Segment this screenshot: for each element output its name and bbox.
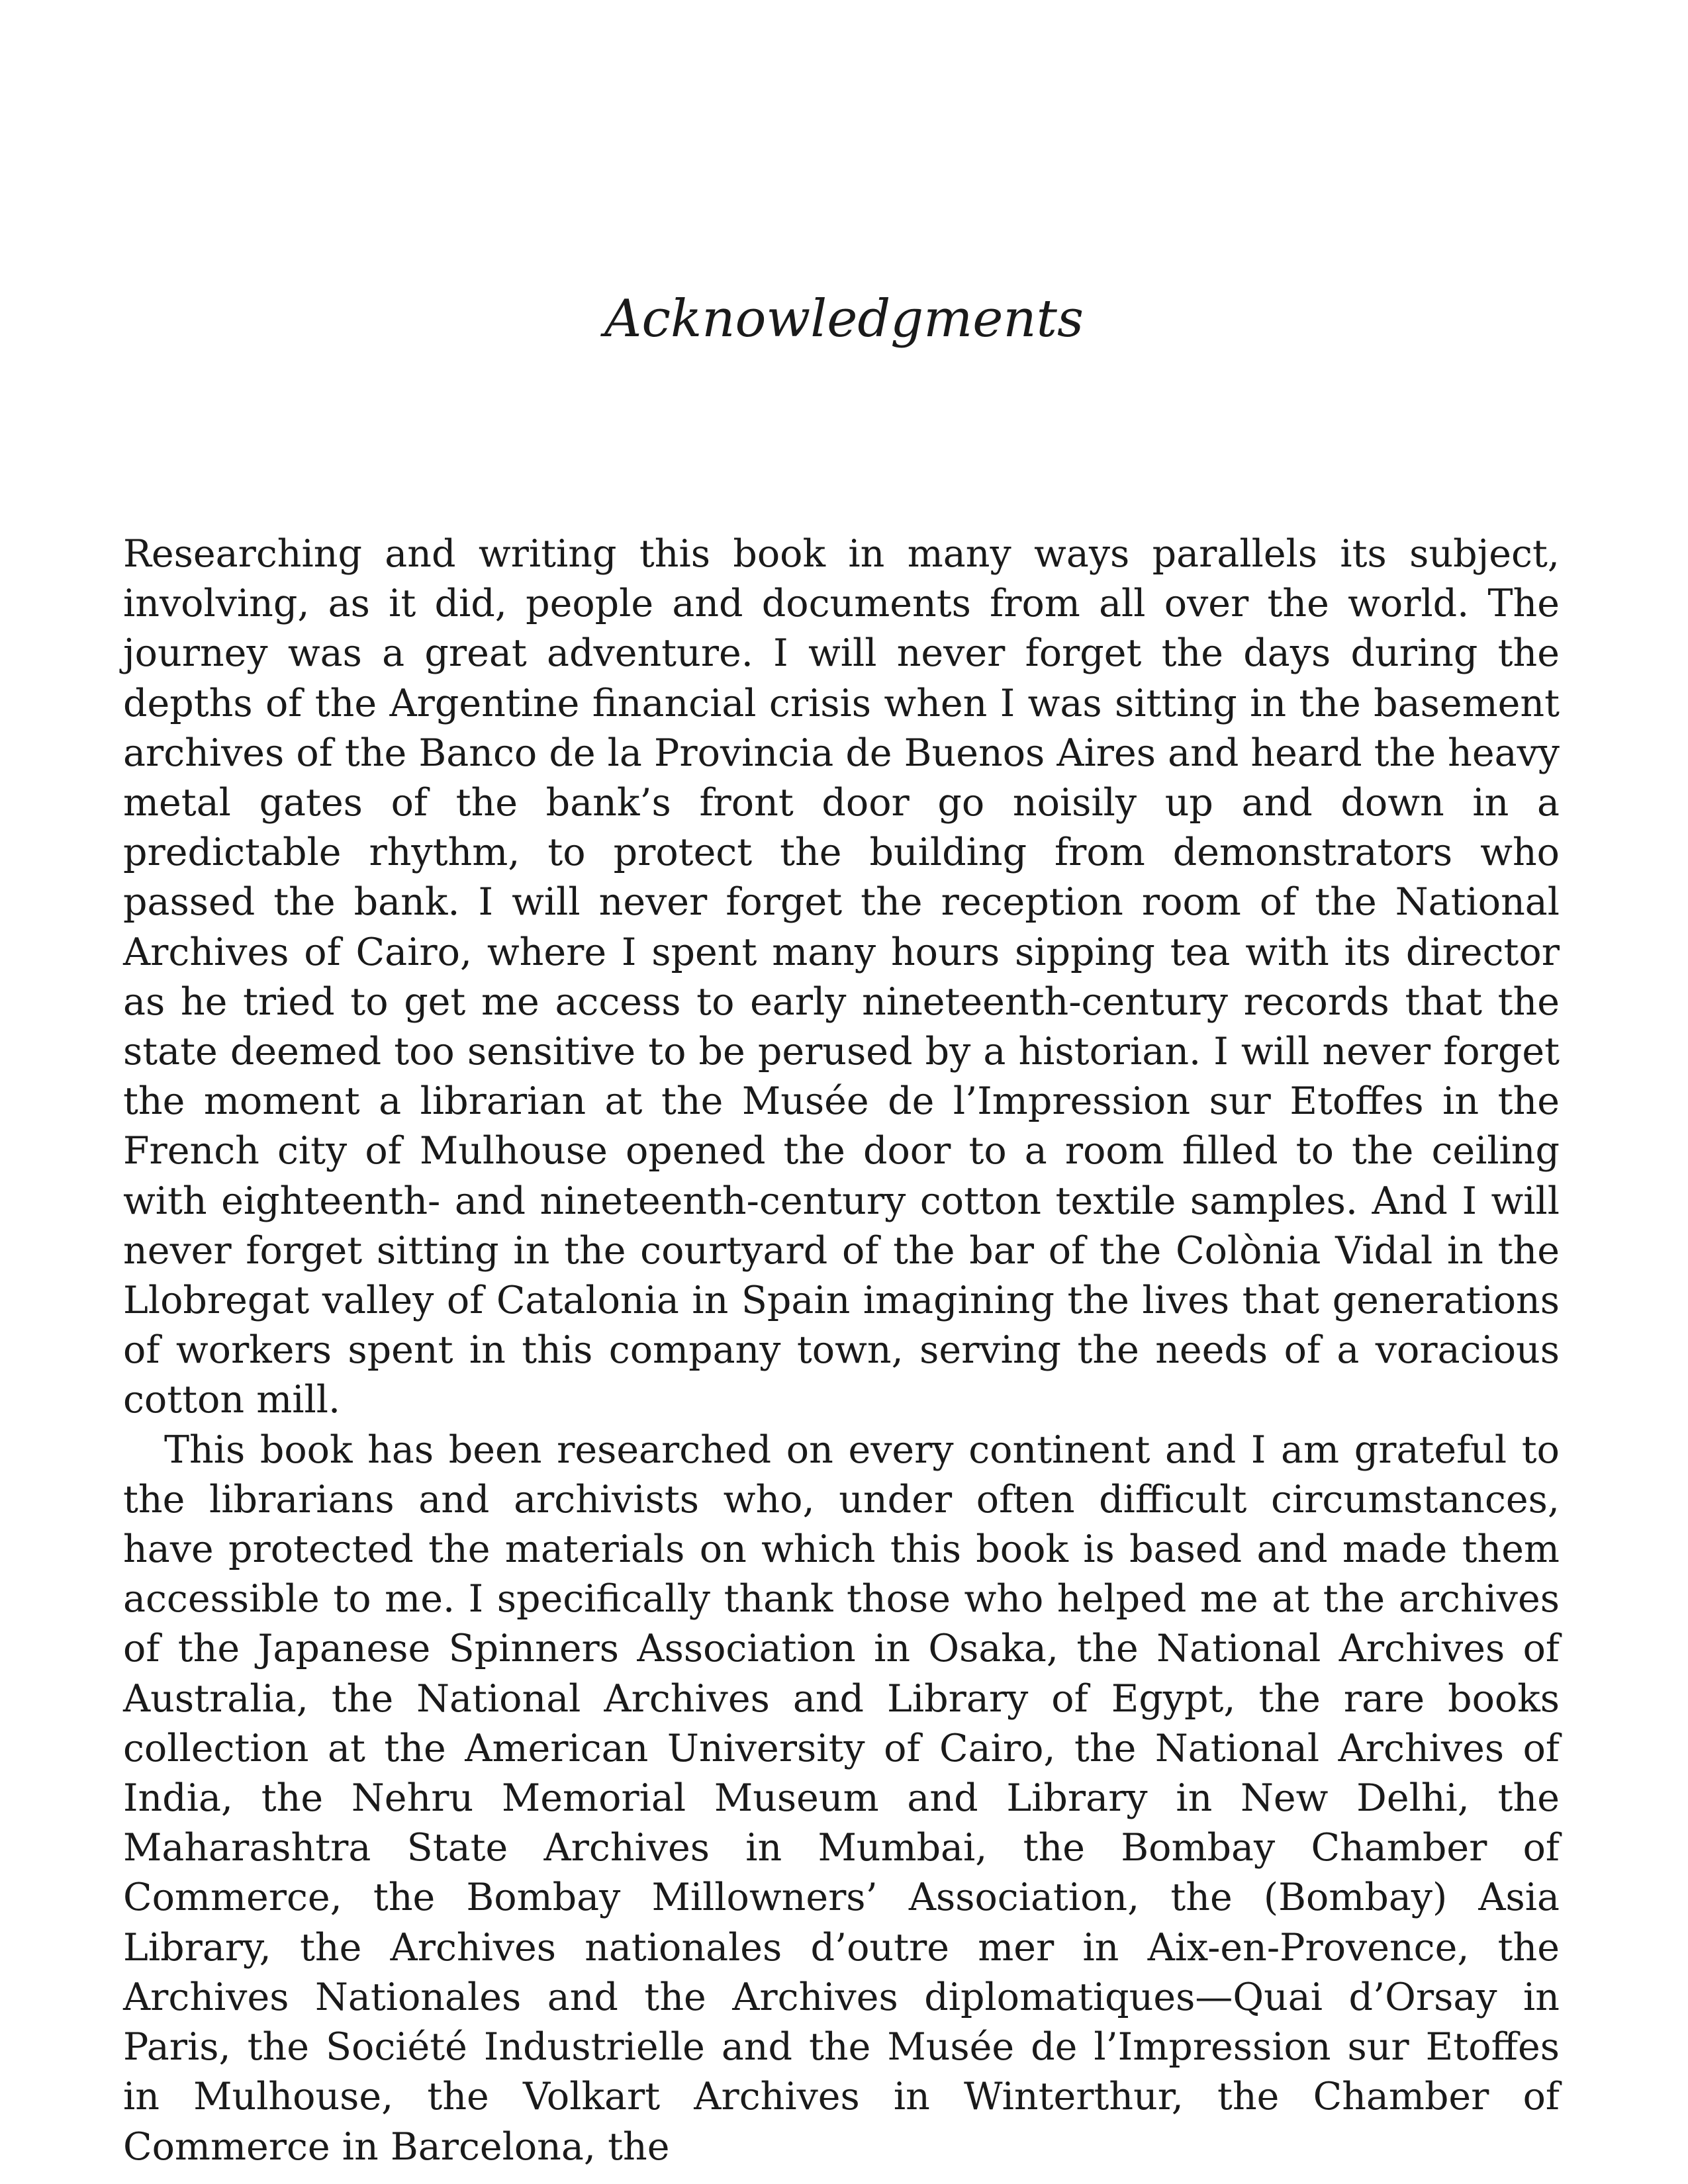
page-title: Acknowledgments xyxy=(604,289,1084,349)
paragraph-2: This book has been researched on every continent and I am grateful to the librarians and archivists who, under often difficult circumstances, have protected the materials on which this book is based and made them accessible to me. I specifically thank those who helped me at the archives of the Japanese Spinners Association in Osaka, the National Archives of Australia, the National Archives and Library of Egypt, the rare books collection at the American University of Cairo, the National Archives of India, the Nehru Memorial Museum and Library in New Delhi, the Maharashtra State Archives in Mumbai, the Bombay Chamber of Commerce, the Bombay Millowners’ Association, the (Bombay) Asia Library, the Archives nationales d’outre mer in Aix-en-Provence, the Archives Nationales and the Archives diplomatiques—Quai d’Orsay in Paris, the Société Industrielle and the Musée de l’Impression sur Etoffes in Mulhouse, the Volkart Archives in Winterthur, the Chamber of Commerce in Barcelona, the xyxy=(123,1428,1560,2169)
paragraph-1: Researching and writing this book in many ways parallels its subject, involving, as it did, people and documents from all over the world. The journey was a great adventure. I will never forget the days during the depths of the Argentine financial crisis when I was sitting in the basement archives of the Banco de la Provincia de Buenos Aires and heard the heavy metal gates of the bank’s front door go noisily up and down in a predictable rhythm, to protect the building from demonstrators who passed the bank. I will never forget the reception room of the National Archives of Cairo, where I spent many hours sipping tea with its director as he tried to get me access to early nineteenth-century records that the state deemed too sensitive to be perused by a historian. I will never forget the moment a librarian at the Musée de l’Impression sur Etoffes in the French city of Mulhouse opened the door to a room filled to the ceiling with eighteenth- and nineteenth-century cotton textile samples. And I will never forget sitting in the courtyard of the bar of the Colònia Vidal in the Llobregat valley of Catalonia in Spain imagining the lives that generations of workers spent in this company town, serving the needs of a voracious cotton mill. xyxy=(123,532,1560,1422)
body-text xyxy=(123,529,1560,2172)
